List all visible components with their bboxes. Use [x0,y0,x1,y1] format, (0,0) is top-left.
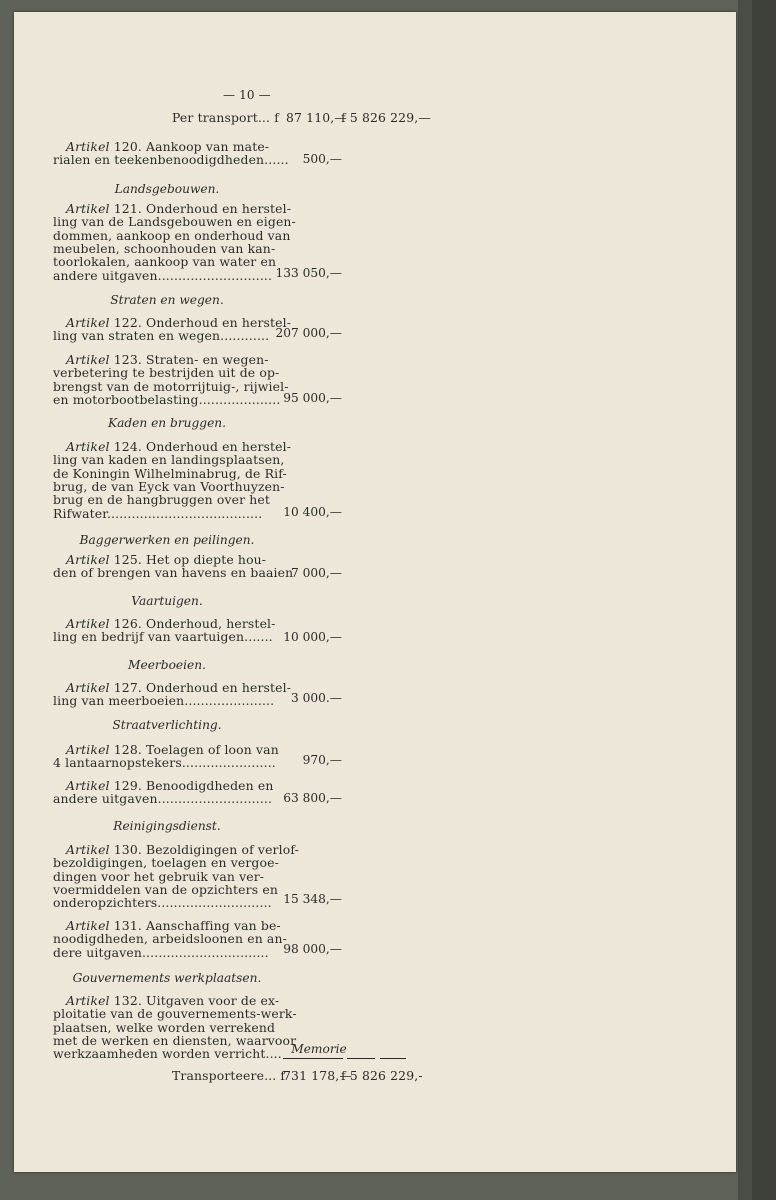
article-text: 121. Onderhoud en herstel- [109,201,292,216]
article-text-line: dere uitgaven............................... [53,944,269,960]
article-text-line: verbetering te bestrijden uit de op- [53,365,280,381]
article-label: Artikel [66,139,110,154]
article-text: 126. Onderhoud, herstel- [109,616,276,631]
article-amount: 207 000,— [275,326,342,340]
article-label: Artikel [66,742,110,757]
subtotal-rule-2 [347,1058,375,1059]
article-text-line: bezoldigingen, toelagen en vergoe- [53,855,279,871]
article-text-line: ling van meerboeien...................... [53,693,275,709]
article-text-line: andere uitgaven............................ [53,267,273,283]
article-label: Artikel [66,315,110,330]
article-text: 128. Toelagen of loon van [109,742,279,757]
article-text-line: meubelen, schoonhouden van kan- [53,240,276,256]
article-amount: 970,— [302,753,342,767]
article-text-line: ling van straten en wegen............ [53,328,270,344]
article-text: 132. Uitgaven voor de ex- [109,993,280,1008]
section-heading: Straten en wegen. [110,293,224,307]
article-label: Artikel [66,201,110,216]
article-text-line: dommen, aankoop en onderhoud van [53,227,291,243]
article-label: Artikel [66,842,110,857]
article-amount: 500,— [302,152,342,166]
transport-in-amount2: f 5 826 229,— [341,110,431,125]
article-text-line: voermiddelen van de opzichters en [53,881,278,897]
article-amount: 133 050,— [275,266,342,280]
article-text-line: ploitatie van de gouvernements-werk- [53,1006,297,1022]
article-amount: 3 000.— [291,691,342,705]
article-amount: 95 000,— [283,391,342,405]
transport-out-label: Transporteere... f [172,1068,286,1083]
article-text-line: noodigdheden, arbeidsloonen en an- [53,931,287,947]
article-text: 131. Aanschaffing van be- [109,918,281,933]
article-text-line: rialen en teekenbenoodigdheden...... [53,152,289,168]
article-text-line: toorlokalen, aankoop van water en [53,254,277,270]
article-text-line: Rifwater...................................... [53,505,263,521]
article-text-line: ling en bedrijf van vaartuigen....... [53,629,273,645]
article-label: Artikel [66,616,110,631]
article-text: 125. Het op diepte hou- [109,552,267,567]
article-text: 129. Benoodigdheden en [109,778,274,793]
section-heading: Kaden en bruggen. [107,416,227,430]
article-amount: 10 400,— [283,505,342,519]
article-label: Artikel [66,918,110,933]
section-heading: Straatverlichting. [112,718,222,732]
article-text-line: en motorbootbelasting.................... [53,391,281,407]
article-amount: 63 800,— [283,791,342,805]
article-text-line: dingen voor het gebruik van ver- [53,868,265,884]
article-text-line: brug, de van Eyck van Voorthuyzen- [53,478,285,494]
article-label: Artikel [66,439,110,454]
article-amount: 10 000,— [283,630,342,644]
article-text-line: andere uitgaven............................ [53,791,273,807]
article-label: Artikel [66,993,110,1008]
page-edge [738,0,752,1200]
transport-in-amount1: 87 110,— [286,110,347,125]
transport-out-amount1: 731 178,— [283,1068,352,1083]
article-text-line: met de werken en diensten, waarvoor [53,1032,297,1048]
article-text-line: onderopzichters............................ [53,895,272,911]
article-text: 123. Straten- en wegen- [109,352,269,367]
article-text-line: ling van de Landsgebouwen en eigen- [53,214,296,230]
article-text: 120. Aankoop van mate- [109,139,270,154]
article-amount: 7 000,— [291,566,342,580]
section-heading: Meerboeien. [128,658,206,672]
article-text: 130. Bezoldigingen of verlof- [109,842,299,857]
article-text-line: werkzaamheden worden verricht.... [53,1046,282,1062]
article-text-line: brengst van de motorrijtuig-, rijwiel- [53,378,289,394]
article-amount: Memorie [291,1042,347,1056]
article-label: Artikel [66,778,110,793]
article-text: 122. Onderhoud en herstel- [109,315,292,330]
section-heading: Gouvernements werkplaatsen. [72,971,262,985]
article-text: 127. Onderhoud en herstel- [109,680,292,695]
article-label: Artikel [66,552,110,567]
article-amount: 15 348,— [283,892,342,906]
article-text: 124. Onderhoud en herstel- [109,439,292,454]
transport-in-label: Per transport... f [172,110,279,125]
section-heading: Landsgebouwen. [114,182,220,196]
transport-out-amount2: f 5 826 229,- [341,1068,423,1083]
article-label: Artikel [66,680,110,695]
article-text-line: plaatsen, welke worden verrekend [53,1019,276,1035]
subtotal-rule-1 [283,1058,343,1059]
section-heading: Vaartuigen. [131,594,203,608]
page-number: — 10 — [223,88,271,102]
section-heading: Reinigingsdienst. [113,819,221,833]
article-text-line: den of brengen van havens en baaien [53,565,294,581]
article-text-line: 4 lantaarnopstekers....................... [53,755,276,771]
article-label: Artikel [66,352,110,367]
article-text-line: de Koningin Wilhelminabrug, de Rif- [53,465,287,481]
section-heading: Baggerwerken en peilingen. [79,533,255,547]
subtotal-rule-3 [380,1058,406,1059]
page-edge-dark [752,0,776,1200]
article-text-line: brug en de hangbruggen over het [53,492,270,508]
article-amount: 98 000,— [283,942,342,956]
article-text-line: ling van kaden en landingsplaatsen, [53,452,285,468]
